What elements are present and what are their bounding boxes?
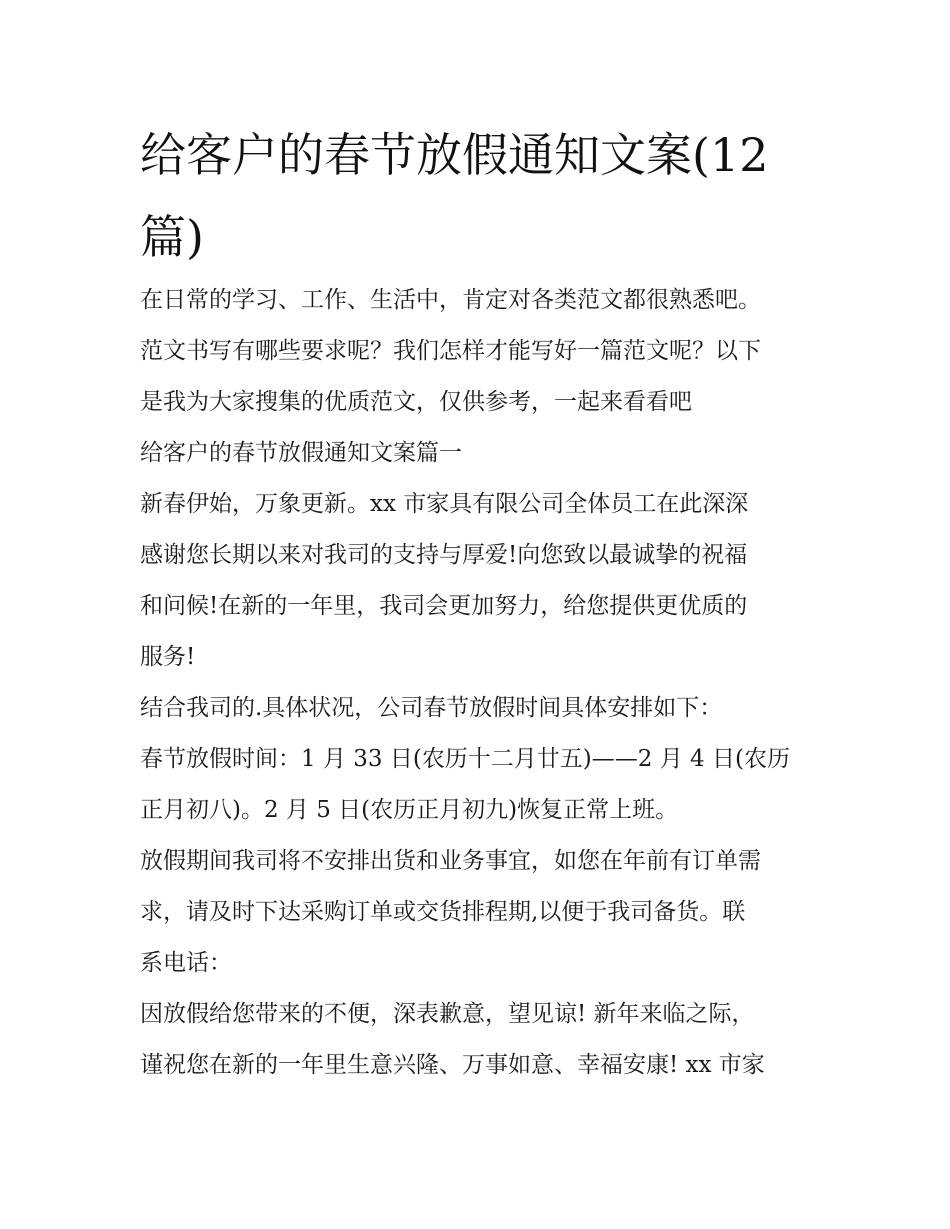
body-line: 放假期间我司将不安排出货和业务事宜，如您在年前有订单需 (140, 848, 761, 874)
body-line: 正月初八)。2 月 5 日(农历正月初九)恢复正常上班。 (140, 797, 679, 823)
body-line: 服务! (140, 644, 196, 670)
body-line: 和问候!在新的一年里，我司会更加努力，给您提供更优质的 (140, 593, 748, 619)
body-line: 因放假给您带来的不便，深表歉意，望见谅! 新年来临之际， (140, 1001, 755, 1027)
body-line: 感谢您长期以来对我司的支持与厚爱!向您致以最诚挚的祝福 (140, 542, 748, 568)
body-line: 范文书写有哪些要求呢？我们怎样才能写好一篇范文呢？以下 (140, 338, 761, 364)
title-line-2: 篇) (140, 210, 204, 264)
section-heading: 给客户的春节放假通知文案篇一 (140, 440, 462, 466)
body-line: 新春伊始，万象更新。xx 市家具有限公司全体员工在此深深 (140, 491, 749, 517)
body-line: 在日常的学习、工作、生活中，肯定对各类范文都很熟悉吧。 (140, 287, 761, 313)
title-line-1: 给客户的春节放假通知文案(12 (140, 128, 769, 182)
body-line: 春节放假时间：1 月 33 日(农历十二月廿五)——2 月 4 日(农历 (140, 746, 790, 772)
body-line: 谨祝您在新的一年里生意兴隆、万事如意、幸福安康! xx 市家 (140, 1052, 765, 1078)
document-body (140, 275, 830, 1091)
document-title (140, 114, 820, 278)
body-line: 结合我司的.具体状况，公司春节放假时间具体安排如下： (140, 695, 723, 721)
body-line: 是我为大家搜集的优质范文，仅供参考，一起来看看吧 (140, 389, 692, 415)
body-line: 系电话： (140, 950, 232, 976)
body-line: 求，请及时下达采购订单或交货排程期,以便于我司备货。联 (140, 899, 746, 925)
